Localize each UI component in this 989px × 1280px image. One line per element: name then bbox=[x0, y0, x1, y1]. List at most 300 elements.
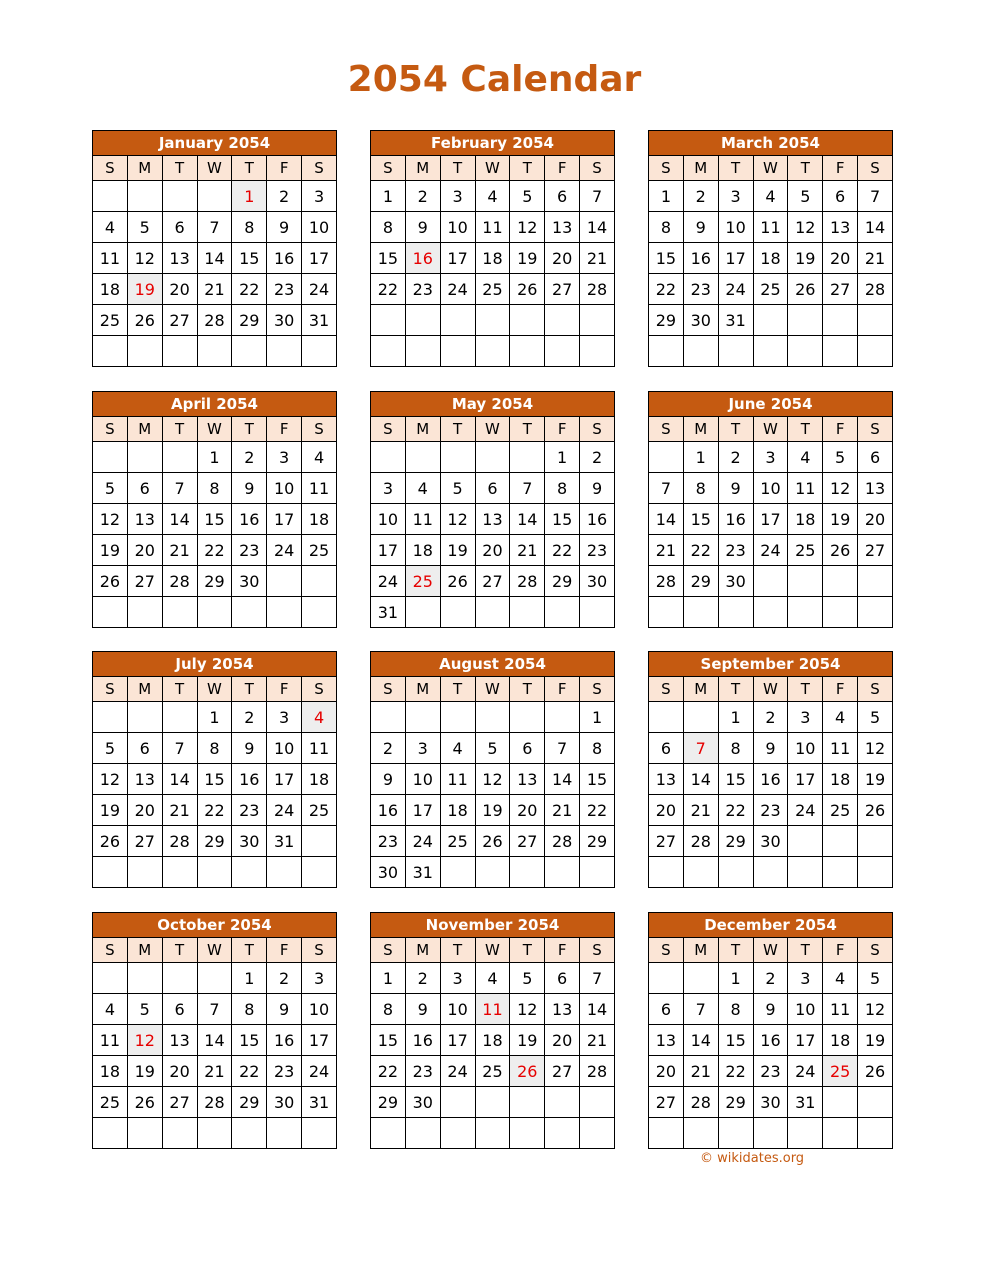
week-row bbox=[371, 504, 615, 535]
weekday-label: W bbox=[753, 677, 788, 702]
day-cell: 1 bbox=[232, 963, 267, 994]
empty-day-cell bbox=[788, 826, 823, 857]
day-cell: 3 bbox=[788, 702, 823, 733]
day-cell: 4 bbox=[405, 473, 440, 504]
empty-day-cell bbox=[267, 597, 302, 628]
weekday-label: S bbox=[858, 417, 893, 442]
day-cell: 29 bbox=[718, 826, 753, 857]
week-row bbox=[649, 535, 893, 566]
day-cell: 13 bbox=[127, 504, 162, 535]
empty-day-cell bbox=[93, 442, 128, 473]
empty-day-cell bbox=[475, 336, 510, 367]
day-cell: 19 bbox=[510, 243, 545, 274]
weekday-label: S bbox=[371, 677, 406, 702]
empty-day-cell bbox=[649, 702, 684, 733]
month-table bbox=[92, 912, 337, 1149]
day-cell: 29 bbox=[197, 826, 232, 857]
weekday-label: S bbox=[580, 156, 615, 181]
week-row bbox=[93, 212, 337, 243]
day-cell: 25 bbox=[823, 795, 858, 826]
day-cell: 22 bbox=[232, 1056, 267, 1087]
day-cell: 27 bbox=[162, 305, 197, 336]
day-cell: 26 bbox=[823, 535, 858, 566]
weekday-label: T bbox=[440, 677, 475, 702]
empty-day-cell bbox=[649, 336, 684, 367]
day-cell: 2 bbox=[405, 181, 440, 212]
empty-day-cell bbox=[93, 857, 128, 888]
day-cell: 22 bbox=[718, 1056, 753, 1087]
holiday-day-cell: 1 bbox=[232, 181, 267, 212]
day-cell: 27 bbox=[649, 1087, 684, 1118]
weekday-label: W bbox=[475, 156, 510, 181]
day-cell: 3 bbox=[718, 181, 753, 212]
day-cell: 7 bbox=[649, 473, 684, 504]
day-cell: 11 bbox=[823, 994, 858, 1025]
weekday-label: S bbox=[93, 156, 128, 181]
empty-day-cell bbox=[858, 336, 893, 367]
day-cell: 17 bbox=[405, 795, 440, 826]
day-cell: 4 bbox=[440, 733, 475, 764]
empty-day-cell bbox=[475, 857, 510, 888]
week-row bbox=[371, 857, 615, 888]
day-cell: 12 bbox=[475, 764, 510, 795]
empty-day-cell bbox=[475, 1118, 510, 1149]
day-cell: 18 bbox=[753, 243, 788, 274]
day-cell: 20 bbox=[545, 1025, 580, 1056]
day-cell: 6 bbox=[127, 473, 162, 504]
day-cell: 18 bbox=[93, 1056, 128, 1087]
day-cell: 5 bbox=[475, 733, 510, 764]
day-cell: 21 bbox=[683, 1056, 718, 1087]
weekday-label: T bbox=[510, 417, 545, 442]
day-cell: 16 bbox=[580, 504, 615, 535]
day-cell: 1 bbox=[683, 442, 718, 473]
month-table bbox=[370, 130, 615, 367]
month-title: December 2054 bbox=[649, 913, 893, 938]
day-cell: 29 bbox=[718, 1087, 753, 1118]
week-row bbox=[649, 733, 893, 764]
day-cell: 26 bbox=[93, 826, 128, 857]
empty-day-cell bbox=[267, 566, 302, 597]
empty-day-cell bbox=[267, 1118, 302, 1149]
day-cell: 10 bbox=[302, 994, 337, 1025]
day-cell: 27 bbox=[475, 566, 510, 597]
weekday-label: F bbox=[545, 156, 580, 181]
day-cell: 15 bbox=[371, 243, 406, 274]
day-cell: 10 bbox=[371, 504, 406, 535]
day-cell: 27 bbox=[823, 274, 858, 305]
day-cell: 23 bbox=[405, 1056, 440, 1087]
empty-day-cell bbox=[545, 305, 580, 336]
empty-day-cell bbox=[510, 597, 545, 628]
day-cell: 10 bbox=[718, 212, 753, 243]
day-cell: 14 bbox=[197, 243, 232, 274]
empty-day-cell bbox=[580, 1087, 615, 1118]
day-cell: 12 bbox=[510, 212, 545, 243]
day-cell: 23 bbox=[580, 535, 615, 566]
month-calendar bbox=[648, 651, 893, 888]
week-row bbox=[371, 535, 615, 566]
week-row bbox=[371, 274, 615, 305]
week-row bbox=[371, 181, 615, 212]
empty-day-cell bbox=[267, 336, 302, 367]
day-cell: 27 bbox=[127, 566, 162, 597]
day-cell: 25 bbox=[753, 274, 788, 305]
week-row bbox=[371, 305, 615, 336]
day-cell: 12 bbox=[823, 473, 858, 504]
empty-day-cell bbox=[405, 305, 440, 336]
day-cell: 8 bbox=[197, 733, 232, 764]
week-row bbox=[649, 994, 893, 1025]
day-cell: 14 bbox=[197, 1025, 232, 1056]
day-cell: 8 bbox=[371, 994, 406, 1025]
empty-day-cell bbox=[823, 597, 858, 628]
weekday-label: T bbox=[718, 677, 753, 702]
weekday-label: F bbox=[267, 677, 302, 702]
month-title: February 2054 bbox=[371, 131, 615, 156]
day-cell: 30 bbox=[405, 1087, 440, 1118]
empty-day-cell bbox=[127, 336, 162, 367]
day-cell: 28 bbox=[510, 566, 545, 597]
week-row bbox=[93, 963, 337, 994]
day-cell: 11 bbox=[93, 243, 128, 274]
empty-day-cell bbox=[162, 702, 197, 733]
day-cell: 25 bbox=[93, 1087, 128, 1118]
day-cell: 16 bbox=[232, 764, 267, 795]
weekday-label: T bbox=[718, 938, 753, 963]
weekday-label: S bbox=[580, 938, 615, 963]
day-cell: 9 bbox=[267, 994, 302, 1025]
empty-day-cell bbox=[858, 566, 893, 597]
weekday-label: F bbox=[823, 417, 858, 442]
day-cell: 20 bbox=[545, 243, 580, 274]
holiday-day-cell: 12 bbox=[127, 1025, 162, 1056]
empty-day-cell bbox=[405, 1118, 440, 1149]
empty-day-cell bbox=[545, 336, 580, 367]
weekday-label: F bbox=[823, 938, 858, 963]
day-cell: 30 bbox=[371, 857, 406, 888]
day-cell: 19 bbox=[440, 535, 475, 566]
weekday-label: T bbox=[232, 938, 267, 963]
week-row bbox=[371, 702, 615, 733]
week-row bbox=[649, 305, 893, 336]
day-cell: 14 bbox=[545, 764, 580, 795]
day-cell: 18 bbox=[440, 795, 475, 826]
month-table bbox=[92, 391, 337, 628]
day-cell: 14 bbox=[162, 504, 197, 535]
week-row bbox=[371, 994, 615, 1025]
weekday-label: S bbox=[371, 156, 406, 181]
day-cell: 18 bbox=[823, 1025, 858, 1056]
day-cell: 5 bbox=[858, 963, 893, 994]
day-cell: 14 bbox=[683, 764, 718, 795]
day-cell: 6 bbox=[545, 963, 580, 994]
empty-day-cell bbox=[232, 336, 267, 367]
day-cell: 8 bbox=[232, 994, 267, 1025]
day-cell: 23 bbox=[267, 274, 302, 305]
week-row bbox=[93, 535, 337, 566]
empty-day-cell bbox=[858, 826, 893, 857]
empty-day-cell bbox=[580, 336, 615, 367]
day-cell: 21 bbox=[162, 535, 197, 566]
empty-day-cell bbox=[162, 963, 197, 994]
empty-day-cell bbox=[649, 442, 684, 473]
weekday-label: S bbox=[858, 938, 893, 963]
day-cell: 12 bbox=[510, 994, 545, 1025]
weekday-label: F bbox=[823, 677, 858, 702]
day-cell: 29 bbox=[197, 566, 232, 597]
day-cell: 8 bbox=[718, 733, 753, 764]
day-cell: 9 bbox=[405, 212, 440, 243]
empty-day-cell bbox=[788, 305, 823, 336]
month-title: March 2054 bbox=[649, 131, 893, 156]
day-cell: 17 bbox=[302, 243, 337, 274]
day-cell: 2 bbox=[232, 702, 267, 733]
day-cell: 19 bbox=[510, 1025, 545, 1056]
empty-day-cell bbox=[93, 702, 128, 733]
day-cell: 21 bbox=[510, 535, 545, 566]
day-cell: 3 bbox=[753, 442, 788, 473]
day-cell: 12 bbox=[440, 504, 475, 535]
day-cell: 24 bbox=[302, 1056, 337, 1087]
day-cell: 12 bbox=[127, 243, 162, 274]
day-cell: 17 bbox=[267, 764, 302, 795]
empty-day-cell bbox=[510, 442, 545, 473]
day-cell: 21 bbox=[545, 795, 580, 826]
empty-day-cell bbox=[649, 857, 684, 888]
month-table bbox=[370, 391, 615, 628]
copyright-footer: © wikidates.org bbox=[700, 1151, 805, 1166]
empty-day-cell bbox=[545, 857, 580, 888]
week-row bbox=[93, 826, 337, 857]
day-cell: 14 bbox=[649, 504, 684, 535]
day-cell: 17 bbox=[788, 1025, 823, 1056]
weekday-label: T bbox=[718, 156, 753, 181]
day-cell: 28 bbox=[197, 1087, 232, 1118]
day-cell: 5 bbox=[510, 963, 545, 994]
weekday-label: S bbox=[649, 677, 684, 702]
day-cell: 14 bbox=[162, 764, 197, 795]
empty-day-cell bbox=[858, 1087, 893, 1118]
day-cell: 10 bbox=[267, 473, 302, 504]
day-cell: 4 bbox=[788, 442, 823, 473]
day-cell: 31 bbox=[718, 305, 753, 336]
day-cell: 8 bbox=[545, 473, 580, 504]
empty-day-cell bbox=[683, 336, 718, 367]
day-cell: 29 bbox=[649, 305, 684, 336]
day-cell: 27 bbox=[510, 826, 545, 857]
empty-day-cell bbox=[232, 857, 267, 888]
weekday-label: T bbox=[162, 677, 197, 702]
week-row bbox=[93, 702, 337, 733]
week-row bbox=[649, 181, 893, 212]
day-cell: 5 bbox=[93, 473, 128, 504]
day-cell: 28 bbox=[683, 1087, 718, 1118]
day-cell: 22 bbox=[649, 274, 684, 305]
day-cell: 15 bbox=[197, 764, 232, 795]
day-cell: 8 bbox=[683, 473, 718, 504]
day-cell: 16 bbox=[371, 795, 406, 826]
day-cell: 17 bbox=[440, 243, 475, 274]
weekday-label: W bbox=[197, 677, 232, 702]
weekday-label: T bbox=[440, 938, 475, 963]
empty-day-cell bbox=[649, 963, 684, 994]
day-cell: 1 bbox=[371, 963, 406, 994]
month-calendar bbox=[648, 391, 893, 628]
day-cell: 20 bbox=[823, 243, 858, 274]
day-cell: 6 bbox=[475, 473, 510, 504]
empty-day-cell bbox=[858, 857, 893, 888]
day-cell: 16 bbox=[267, 1025, 302, 1056]
week-row bbox=[93, 1087, 337, 1118]
week-row bbox=[649, 857, 893, 888]
day-cell: 6 bbox=[649, 994, 684, 1025]
empty-day-cell bbox=[371, 336, 406, 367]
day-cell: 13 bbox=[127, 764, 162, 795]
day-cell: 22 bbox=[545, 535, 580, 566]
day-cell: 24 bbox=[788, 795, 823, 826]
day-cell: 20 bbox=[510, 795, 545, 826]
day-cell: 3 bbox=[302, 963, 337, 994]
weekday-label: T bbox=[510, 156, 545, 181]
weekday-label: T bbox=[788, 417, 823, 442]
day-cell: 7 bbox=[858, 181, 893, 212]
month-title: May 2054 bbox=[371, 392, 615, 417]
day-cell: 5 bbox=[510, 181, 545, 212]
day-cell: 2 bbox=[371, 733, 406, 764]
day-cell: 13 bbox=[649, 1025, 684, 1056]
empty-day-cell bbox=[510, 702, 545, 733]
day-cell: 13 bbox=[858, 473, 893, 504]
empty-day-cell bbox=[371, 305, 406, 336]
week-row bbox=[371, 1087, 615, 1118]
day-cell: 14 bbox=[510, 504, 545, 535]
day-cell: 24 bbox=[440, 1056, 475, 1087]
holiday-day-cell: 25 bbox=[405, 566, 440, 597]
day-cell: 30 bbox=[267, 305, 302, 336]
day-cell: 30 bbox=[718, 566, 753, 597]
empty-day-cell bbox=[232, 597, 267, 628]
week-row bbox=[371, 597, 615, 628]
weekday-label: W bbox=[753, 156, 788, 181]
empty-day-cell bbox=[127, 702, 162, 733]
empty-day-cell bbox=[197, 1118, 232, 1149]
day-cell: 29 bbox=[580, 826, 615, 857]
day-cell: 22 bbox=[232, 274, 267, 305]
holiday-day-cell: 19 bbox=[127, 274, 162, 305]
empty-day-cell bbox=[371, 1118, 406, 1149]
weekday-label: S bbox=[302, 938, 337, 963]
day-cell: 19 bbox=[93, 535, 128, 566]
day-cell: 30 bbox=[683, 305, 718, 336]
day-cell: 16 bbox=[753, 764, 788, 795]
weekday-label: W bbox=[197, 417, 232, 442]
weekday-label: S bbox=[93, 677, 128, 702]
month-table bbox=[370, 912, 615, 1149]
empty-day-cell bbox=[683, 857, 718, 888]
empty-day-cell bbox=[162, 1118, 197, 1149]
day-cell: 30 bbox=[753, 1087, 788, 1118]
empty-day-cell bbox=[93, 963, 128, 994]
day-cell: 13 bbox=[545, 212, 580, 243]
week-row bbox=[649, 566, 893, 597]
weekday-label: F bbox=[267, 417, 302, 442]
week-row bbox=[371, 1056, 615, 1087]
day-cell: 26 bbox=[93, 566, 128, 597]
day-cell: 14 bbox=[858, 212, 893, 243]
week-row bbox=[93, 442, 337, 473]
day-cell: 3 bbox=[440, 181, 475, 212]
week-row bbox=[371, 764, 615, 795]
month-title: July 2054 bbox=[93, 652, 337, 677]
day-cell: 4 bbox=[93, 994, 128, 1025]
empty-day-cell bbox=[649, 597, 684, 628]
empty-day-cell bbox=[510, 1087, 545, 1118]
day-cell: 4 bbox=[475, 181, 510, 212]
weekday-label: M bbox=[127, 417, 162, 442]
weekday-label: M bbox=[683, 677, 718, 702]
empty-day-cell bbox=[302, 336, 337, 367]
day-cell: 9 bbox=[753, 994, 788, 1025]
month-title: November 2054 bbox=[371, 913, 615, 938]
day-cell: 19 bbox=[858, 764, 893, 795]
month-table bbox=[648, 391, 893, 628]
empty-day-cell bbox=[580, 857, 615, 888]
empty-day-cell bbox=[718, 597, 753, 628]
day-cell: 3 bbox=[267, 702, 302, 733]
week-row bbox=[649, 212, 893, 243]
day-cell: 31 bbox=[371, 597, 406, 628]
weekday-label: M bbox=[405, 156, 440, 181]
day-cell: 12 bbox=[93, 504, 128, 535]
day-cell: 2 bbox=[718, 442, 753, 473]
week-row bbox=[649, 1025, 893, 1056]
day-cell: 6 bbox=[545, 181, 580, 212]
week-row bbox=[649, 1056, 893, 1087]
day-cell: 4 bbox=[302, 442, 337, 473]
day-cell: 20 bbox=[475, 535, 510, 566]
weekday-label: T bbox=[788, 938, 823, 963]
day-cell: 9 bbox=[580, 473, 615, 504]
week-row bbox=[93, 473, 337, 504]
day-cell: 8 bbox=[371, 212, 406, 243]
day-cell: 2 bbox=[753, 702, 788, 733]
day-cell: 17 bbox=[371, 535, 406, 566]
weekday-label: S bbox=[580, 417, 615, 442]
week-row bbox=[93, 305, 337, 336]
day-cell: 20 bbox=[127, 795, 162, 826]
day-cell: 11 bbox=[753, 212, 788, 243]
empty-day-cell bbox=[162, 181, 197, 212]
day-cell: 17 bbox=[302, 1025, 337, 1056]
month-title: June 2054 bbox=[649, 392, 893, 417]
empty-day-cell bbox=[683, 702, 718, 733]
day-cell: 23 bbox=[232, 795, 267, 826]
empty-day-cell bbox=[197, 597, 232, 628]
weekday-label: F bbox=[823, 156, 858, 181]
day-cell: 18 bbox=[405, 535, 440, 566]
day-cell: 24 bbox=[302, 274, 337, 305]
day-cell: 18 bbox=[302, 764, 337, 795]
day-cell: 21 bbox=[162, 795, 197, 826]
weekday-label: W bbox=[475, 938, 510, 963]
empty-day-cell bbox=[371, 442, 406, 473]
day-cell: 12 bbox=[858, 994, 893, 1025]
day-cell: 26 bbox=[127, 305, 162, 336]
week-row bbox=[649, 826, 893, 857]
day-cell: 27 bbox=[858, 535, 893, 566]
day-cell: 10 bbox=[788, 994, 823, 1025]
